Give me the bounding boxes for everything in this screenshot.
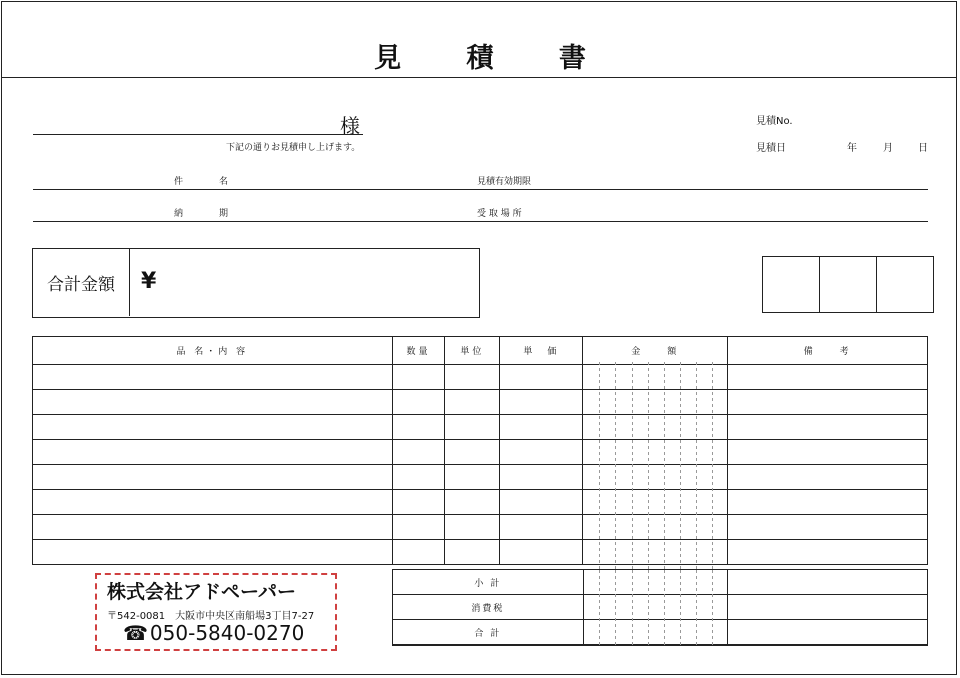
items-table [32, 336, 928, 565]
subtotal-amount[interactable] [583, 570, 728, 595]
digit-guide-line [632, 362, 633, 569]
digit-guide-line [664, 570, 665, 646]
table-row [33, 515, 928, 540]
company-phone-row [123, 621, 304, 645]
header-unit: 単位 [445, 337, 500, 365]
title-divider [1, 77, 957, 78]
digit-guide-line [599, 570, 600, 646]
table-row [33, 365, 928, 390]
subject-line[interactable] [33, 189, 928, 190]
place-label: 受 取 場 所 [477, 209, 522, 219]
header-remarks: 備 考 [728, 337, 928, 365]
phone-icon: ☎ [123, 621, 148, 645]
addressee-suffix: 様 [340, 114, 360, 138]
document-title: 見 積 書 [374, 43, 614, 74]
stamp-box[interactable] [763, 257, 820, 313]
digit-guide-line [599, 362, 600, 569]
table-row [33, 540, 928, 565]
grand-total-amount[interactable] [583, 620, 728, 645]
digit-guide-line [664, 362, 665, 569]
date-year-label: 年 [847, 143, 857, 154]
digit-guide-line [712, 362, 713, 569]
table-row [33, 415, 928, 440]
digit-guide-line [712, 570, 713, 646]
tax-amount[interactable] [583, 595, 728, 620]
stamp-boxes [762, 256, 934, 313]
digit-guide-line [615, 362, 616, 569]
subtotal-label: 小 計 [393, 570, 584, 595]
table-row [33, 390, 928, 415]
summary-table [392, 569, 928, 645]
date-month-label: 月 [883, 143, 893, 154]
digit-guide-line [680, 362, 681, 569]
company-address: 〒542-0081 大阪市中央区南船場3丁目7-27 [107, 611, 315, 622]
delivery-line[interactable] [33, 221, 928, 222]
digit-guide-line [696, 362, 697, 569]
table-row [33, 465, 928, 490]
company-phone: 050-5840-0270 [149, 621, 305, 645]
company-name: 株式会社アドペーパー [107, 581, 297, 603]
digit-guide-line [648, 362, 649, 569]
quote-date-label: 見積日 [756, 143, 786, 154]
header-qty: 数量 [392, 337, 445, 365]
header-unit-price: 単 価 [500, 337, 583, 365]
digit-guide-line [615, 570, 616, 646]
yen-symbol: ¥ [141, 269, 157, 294]
header-amount: 金 額 [583, 337, 728, 365]
subject-label: 件 名 [174, 177, 229, 187]
table-row [33, 490, 928, 515]
intro-text: 下記の通りお見積申し上げます。 [226, 143, 361, 153]
delivery-label: 納 期 [174, 209, 229, 219]
total-amount-box [32, 248, 480, 318]
digit-guide-line [696, 570, 697, 646]
grand-total-label: 合 計 [393, 620, 584, 645]
stamp-box[interactable] [877, 257, 934, 313]
digit-guide-line [632, 570, 633, 646]
digit-guide-line [680, 570, 681, 646]
addressee-field[interactable] [33, 134, 363, 135]
total-amount-label: 合計金額 [33, 249, 130, 316]
date-day-label: 日 [918, 143, 928, 154]
validity-label: 見積有効期限 [477, 177, 532, 187]
stamp-box[interactable] [820, 257, 877, 313]
company-stamp [95, 573, 337, 651]
table-row [33, 440, 928, 465]
digit-guide-line [648, 570, 649, 646]
quote-no-label: 見積No. [756, 116, 793, 127]
tax-label: 消費税 [393, 595, 584, 620]
header-item: 品 名・内 容 [33, 337, 393, 365]
